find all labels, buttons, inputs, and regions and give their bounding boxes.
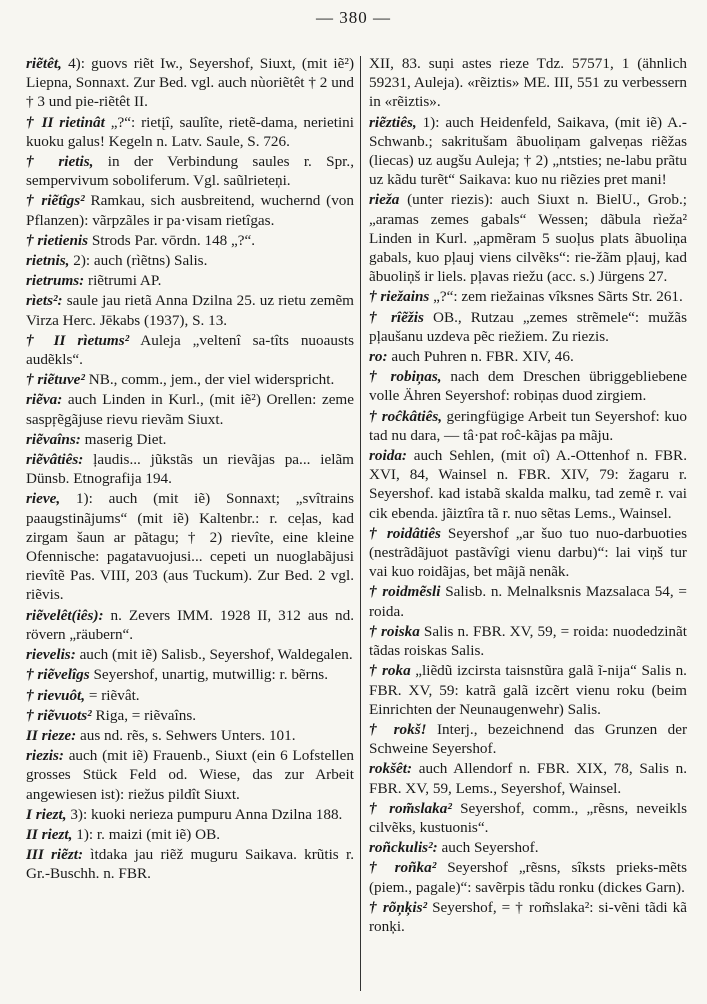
entry-text: „liẽdũ izcirsta taisnstũra galã ĩ-nija“ Salis n. FBR. XV, 59: katrã galã izcẽrt vienu roku (beim Einrichten der Neunaugenwehr) Salis. [369, 662, 687, 718]
entry-text: maserig Diet. [80, 430, 167, 448]
entry-text: 2): auch (rìẽtns) Salis. [69, 252, 208, 270]
dictionary-entry [26, 665, 354, 684]
entry-headword: † II rietinât [26, 113, 105, 131]
entry-headword: I riezt, [26, 805, 67, 823]
entry-headword: roida: [369, 447, 407, 465]
entry-headword: † roidmẽsli [369, 583, 441, 601]
dictionary-entry [26, 450, 354, 488]
entry-headword: ro: [369, 348, 388, 366]
entry-headword: rietrums: [26, 272, 85, 290]
entry-text: auch Puhren n. FBR. XIV, 46. [387, 348, 574, 366]
dictionary-entry [26, 271, 354, 290]
entry-text: in der Verbindung saules r. Spr., sempervivum soboliferum. Vgl. saũlrieteņi. [26, 153, 354, 190]
entry-text: Auleja „veltenî sa-tîts nuoausts audẽkls“. [26, 331, 354, 369]
entry-headword: rietnis, [26, 252, 70, 270]
entry-text: Salisb. n. Melnalksnis Mazsalaca 54, = roida. [369, 583, 687, 620]
dictionary-entry [369, 524, 687, 582]
dictionary-entry [369, 582, 687, 620]
entry-text: auch Linden in Kurl., (mit iẽ²) Orellen: zeme saspŗẽgãjuse rievu rievãm Siuxt. [26, 391, 354, 428]
entry-headword: † roĉkâtiês, [369, 407, 443, 425]
entry-headword: † roiska [369, 622, 420, 640]
dictionary-entry [26, 706, 354, 725]
entry-headword: riẽtêt, [26, 55, 62, 72]
right-column [369, 54, 687, 994]
dictionary-entry [369, 190, 687, 286]
entry-text: Seyershof „rẽsns, sîksts prieks-mẽts (piem., pagale)“: savẽrpis tãdu ronku (dickes Garn). [369, 859, 687, 896]
dictionary-entry [369, 838, 687, 857]
entry-text: saule jau rietã Anna Dzilna 25. uz rietu zemẽm Virza Herc. Jēkabs (1937), S. 13. [26, 292, 354, 329]
left-column [26, 54, 354, 994]
entry-headword: riẽvaîns: [26, 430, 81, 448]
entry-text: aus nd. rẽs, s. Sehwers Unters. 101. [76, 726, 296, 744]
entry-text: riẽtrumi AP. [84, 272, 162, 290]
entry-text: = riẽvât. [85, 686, 140, 704]
entry-text: Seyershof, = † rom̃slaka²: si-vẽni tãdi kã ronķi. [369, 898, 687, 935]
dictionary-entry [26, 54, 354, 112]
entry-headword: II rieze: [26, 726, 77, 744]
dictionary-entry [369, 622, 687, 660]
dictionary-entry [26, 645, 354, 664]
entry-headword: roñckulis²: [369, 839, 438, 857]
page-number: — 380 — [316, 8, 391, 27]
entry-text: NB., comm., jem., der viel widerspricht. [84, 371, 335, 389]
entry-headword: riezis: [26, 747, 64, 765]
entry-text: 3): kuoki nerieza pumpuru Anna Dzilna 188. [66, 805, 343, 823]
entry-text: auch Allendorf n. FBR. XIX, 78, Salis n. FBR. XV, 59, Lems., Seyershof, Wainsel. [369, 760, 687, 797]
dictionary-entry [369, 720, 687, 758]
entry-text: (unter riezis): auch Siuxt n. BielU., Grob.; „aramas zemes gabals“ Wessen; dãbula rìeža² Linden in Kurl. „apmẽram 5 suoļus plats ãbuoliņa gabals, kuo pļauj viens cilvẽks“: rie-žãm pļauj, kad ãbuoliņš ir liels. pļavas riežu (acc. s.) Jürgens 27. [369, 191, 687, 286]
dictionary-entry [26, 251, 354, 270]
dictionary-entry [369, 407, 687, 445]
entry-headword: † riẽvuots² [26, 706, 92, 724]
dictionary-entry [369, 308, 687, 346]
entry-headword: † rievuôt, [26, 686, 86, 704]
dictionary-entry [26, 805, 354, 824]
entry-text: Riga, = riẽvaîns. [91, 706, 197, 724]
entry-headword: riẽvelêt(iês): [26, 606, 104, 624]
entry-headword: II riezt, [26, 825, 73, 843]
entry-text: Seyershof, comm., „rẽsns, neveikls cilvẽks, kustuonis“. [369, 799, 687, 836]
entry-text: auch (mit iẽ) Salisb., Seyershof, Waldegalen. [75, 646, 353, 664]
entry-headword: † rõņķis² [369, 898, 428, 916]
entry-text: Seyershof „ar šuo tuo nuo-darbuoties (nestrãdãjuot pastãvîgi vienu darbu)“: lai viņš tur vai kuo roidãjas, bet mãjã nenãk. [369, 524, 687, 581]
entry-headword: riẽztiês, [369, 113, 417, 131]
entry-headword: rievelis: [26, 646, 76, 664]
dictionary-entry [369, 898, 687, 936]
entry-headword: rìets²: [26, 292, 63, 310]
entry-text: auch (mit iẽ) Frauenb., Siuxt (ein 6 Lofstellen grosses Stück Feld od. Wiese, das zur Arbeit angewiesen ist): riežus pildît Siuxt. [26, 747, 354, 803]
entry-headword: † riẽtuve² [26, 371, 85, 389]
entry-headword: † rietienis [26, 231, 89, 249]
dictionary-entry [26, 686, 354, 705]
entry-text: ìtdaka jau riẽž muguru Saikava. krũtis r. Gr.-Buschh. n. FBR. [26, 846, 354, 883]
dictionary-entry [26, 291, 354, 329]
dictionary-entry [26, 113, 354, 151]
entry-text: auch Sehlen, (mit oî) A.-Ottenhof n. FBR. XVI, 84, Wainsel n. FBR. XIV, 79: žagaru r. Seyershof. kad istabã skalda malku, tad zemẽ r. vai cik ebenda. jãiztîra tã r. nuo sẽtas Lems., Wainsel. [369, 447, 687, 522]
entry-headword: † roñka² [369, 859, 437, 877]
entry-headword: rieža [369, 191, 400, 209]
entry-headword: † rietis, [26, 153, 94, 171]
entry-headword: III riẽzt: [26, 846, 84, 864]
dictionary-entry [26, 746, 354, 804]
entry-text: auch Seyershof. [437, 839, 539, 857]
entry-text: Interj., bezeichnend das Grunzen der Schweine Seyershof. [369, 720, 687, 758]
dictionary-entry [26, 489, 354, 604]
entry-text: 1): auch Heidenfeld, Saikava, (mit iẽ) A.-Schwanb.; sakritušam ãbuoliņam galveņas riẽžas (liecas) uz augšu Auleja; † 2) „ntsties; ne-labu prãtu uz kãdu turẽt“ Saikava: kuo nu riẽzies pret mani! [369, 113, 687, 189]
entry-headword: † roidâtiês [369, 524, 441, 542]
dictionary-entry [369, 54, 687, 112]
dictionary-entry [26, 370, 354, 389]
column-divider [360, 56, 361, 991]
dictionary-entry [369, 799, 687, 837]
entry-headword: rieve, [26, 490, 61, 508]
entry-headword: † riẽtîgs² [26, 192, 85, 210]
entry-headword: † riẽvelîgs [26, 666, 90, 684]
entry-text: Strods Par. vōrdn. 148 „?“. [88, 231, 256, 249]
dictionary-entry [26, 331, 354, 369]
dictionary-entry [26, 726, 354, 745]
entry-headword: † roka [369, 662, 411, 680]
entry-text: 1): auch (mit iẽ) Sonnaxt; „svîtrains paaugstinãjums“ (mit iẽ) Kaltenbr.: r. ceļas, kad zirgam šaun ar pãtagu; † 2) rievîte, eine kleine Ofennische: pagatavuojusi... cepeti un nuoglabãjusi rievîtẽ Pas. VIII, 203 (aus Tuckum). Zur Bed. 2 vgl. riẽvis. [26, 490, 354, 604]
entry-text: Ramkau, sich ausbreitend, wuchernd (von Pflanzen): vãrpzãles ir pa·visam rietîgas. [26, 192, 354, 229]
entry-headword: † rokš! [369, 720, 427, 738]
entry-headword: † II rìetums² [26, 331, 130, 349]
entry-text: geringfügige Arbeit tun Seyershof: kuo tad nu dara, — tâ·pat roĉ-kãjas pa mãju. [369, 407, 687, 444]
dictionary-entry [369, 287, 687, 306]
entry-headword: riẽvâtiês: [26, 451, 84, 469]
entry-text: 1): r. maizi (mit iẽ) OB. [72, 825, 221, 843]
entry-text: „?“: zem riežainas vîksnes Sãrts Str. 261. [429, 288, 683, 306]
dictionary-entry [369, 759, 687, 797]
dictionary-entry [26, 825, 354, 844]
dictionary-entry [369, 446, 687, 523]
dictionary-entry [26, 191, 354, 229]
entry-headword: † riežains [369, 288, 430, 306]
entry-headword: † rîẽžis [369, 308, 424, 326]
entry-text: „?“: rietįî, saulîte, rietẽ-dama, nerietini kuoku galus! Kegeln n. Latv. Saule, S. 726. [26, 113, 354, 150]
entry-text: 4): guovs riẽt Iw., Seyershof, Siuxt, (mit iẽ²) Liepna, Sonnaxt. Zur Bed. vgl. auch nùoriẽtêt † 2 und † 3 und pie-riẽtêt II. [26, 55, 354, 111]
entry-text: ļaudis... jũkstãs un rievãjas pa... ielãm Dünsb. Etnografija 194. [26, 451, 354, 488]
dictionary-entry [369, 347, 687, 366]
dictionary-entry [369, 367, 687, 405]
dictionary-entry [26, 430, 354, 449]
dictionary-entry [26, 845, 354, 883]
dictionary-entry [369, 661, 687, 719]
entry-text: Salis n. FBR. XV, 59, = roida: nuodedzinãt tãdas roiskas Salis. [369, 622, 687, 660]
entry-text: nach dem Dreschen übriggebliebene volle Ähren Seyershof: robiņas duod zirgiem. [369, 368, 687, 405]
entry-headword: † rom̃slaka² [369, 799, 452, 817]
entry-text: Seyershof, unartig, mutwillig: r. bẽrns. [89, 666, 329, 684]
dictionary-entry [369, 858, 687, 896]
dictionary-entry [369, 113, 687, 190]
dictionary-entry [26, 606, 354, 644]
entry-text: OB., Rutzau „zemes strẽmele“: mužãs pļaušanu uzdeva pẽc riežiem. Zu riezis. [369, 308, 687, 345]
entry-headword: riẽva: [26, 391, 63, 409]
entry-headword: † robiņas, [369, 368, 442, 386]
dictionary-entry [26, 390, 354, 428]
dictionary-entry [26, 231, 354, 250]
entry-headword: rokšêt: [369, 760, 413, 778]
dictionary-entry [26, 152, 354, 190]
entry-text: XII, 83. suņi astes rieze Tdz. 57571, 1 (ähnlich 59231, Auleja). «rẽiztis» ME. III, 551 zu verbessern in «rẽiztis». [369, 55, 687, 111]
entry-text: n. Zevers IMM. 1928 II, 312 aus nd. rövern „räubern“. [26, 606, 354, 643]
